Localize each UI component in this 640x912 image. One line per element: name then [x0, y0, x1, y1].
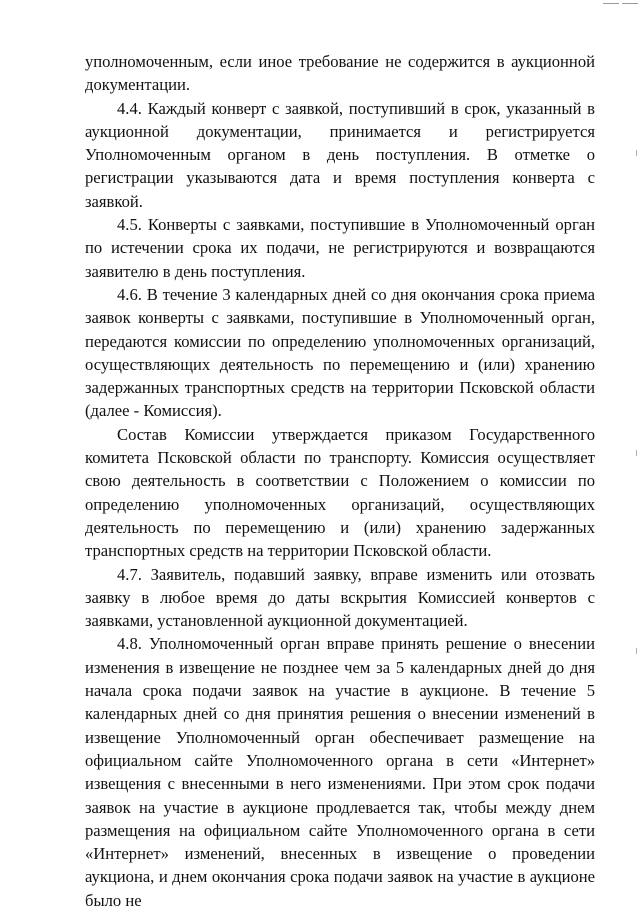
- document-page: [85, 50, 595, 912]
- scan-artifact-line: [622, 3, 638, 4]
- scan-artifact-line: [603, 3, 619, 4]
- scan-edge-tick: [636, 150, 637, 156]
- scan-edge-tick: [636, 648, 637, 654]
- scan-edge-tick: [636, 450, 637, 456]
- paragraph-4-7: 4.7. Заявитель, подавший заявку, вправе изменить или отозвать заявку в любое время до даты вскрытия Комиссией конвертов с заявками, установленной аукционной документацией.: [85, 564, 595, 631]
- paragraph-commission-composition: Состав Комиссии утверждается приказом Государственного комитета Псковской области по транспорту. Комиссия осуществляет свою деятельность в соответствии с Положением о комиссии по определению уполномоченных организаций, осуществляющих деятельность по перемещению и (или) хранению задержанных транспортных средств на территории Псковской области.: [85, 424, 595, 561]
- paragraph-4-6: 4.6. В течение 3 календарных дней со дня окончания срока приема заявок конверты с заявками, поступившие в Уполномоченный орган, передаются комиссии по определению уполномоченных организаций, осуществляющих деятельность по перемещению и (или) хранению задержанных транспортных средств на территории Псковской области (далее - Комиссия).: [85, 284, 595, 421]
- paragraph-continuation: уполномоченным, если иное требование не содержится в аукционной документации.: [85, 52, 595, 95]
- paragraph-4-4: 4.4. Каждый конверт с заявкой, поступивший в срок, указанный в аукционной документации, принимается и регистрируется Уполномоченным органом в день поступления. В отметке о регистрации указываются дата и время поступления конверта с заявкой.: [85, 98, 595, 211]
- paragraph-4-8: 4.8. Уполномоченный орган вправе принять решение о внесении изменения в извещение не позднее чем за 5 календарных дней до дня начала срока подачи заявок на участие в аукционе. В течение 5 календарных дней со дня принятия решения о внесении изменений в извещение Уполномоченный орган обеспечивает размещение на официальном сайте Уполномоченного органа в сети «Интернет» извещения с внесенными в него изменениями. При этом срок подачи заявок на участие в аукционе продлевается так, чтобы между днем размещения на официальном сайте Уполномоченного органа в сети «Интернет» изменений, внесенных в извещение о проведении аукциона, и днем окончания срока подачи заявок на участие в аукционе было не: [85, 634, 595, 910]
- paragraph-4-5: 4.5. Конверты с заявками, поступившие в Уполномоченный орган по истечении срока их подачи, не регистрируются и возвращаются заявителю в день поступления.: [85, 215, 595, 281]
